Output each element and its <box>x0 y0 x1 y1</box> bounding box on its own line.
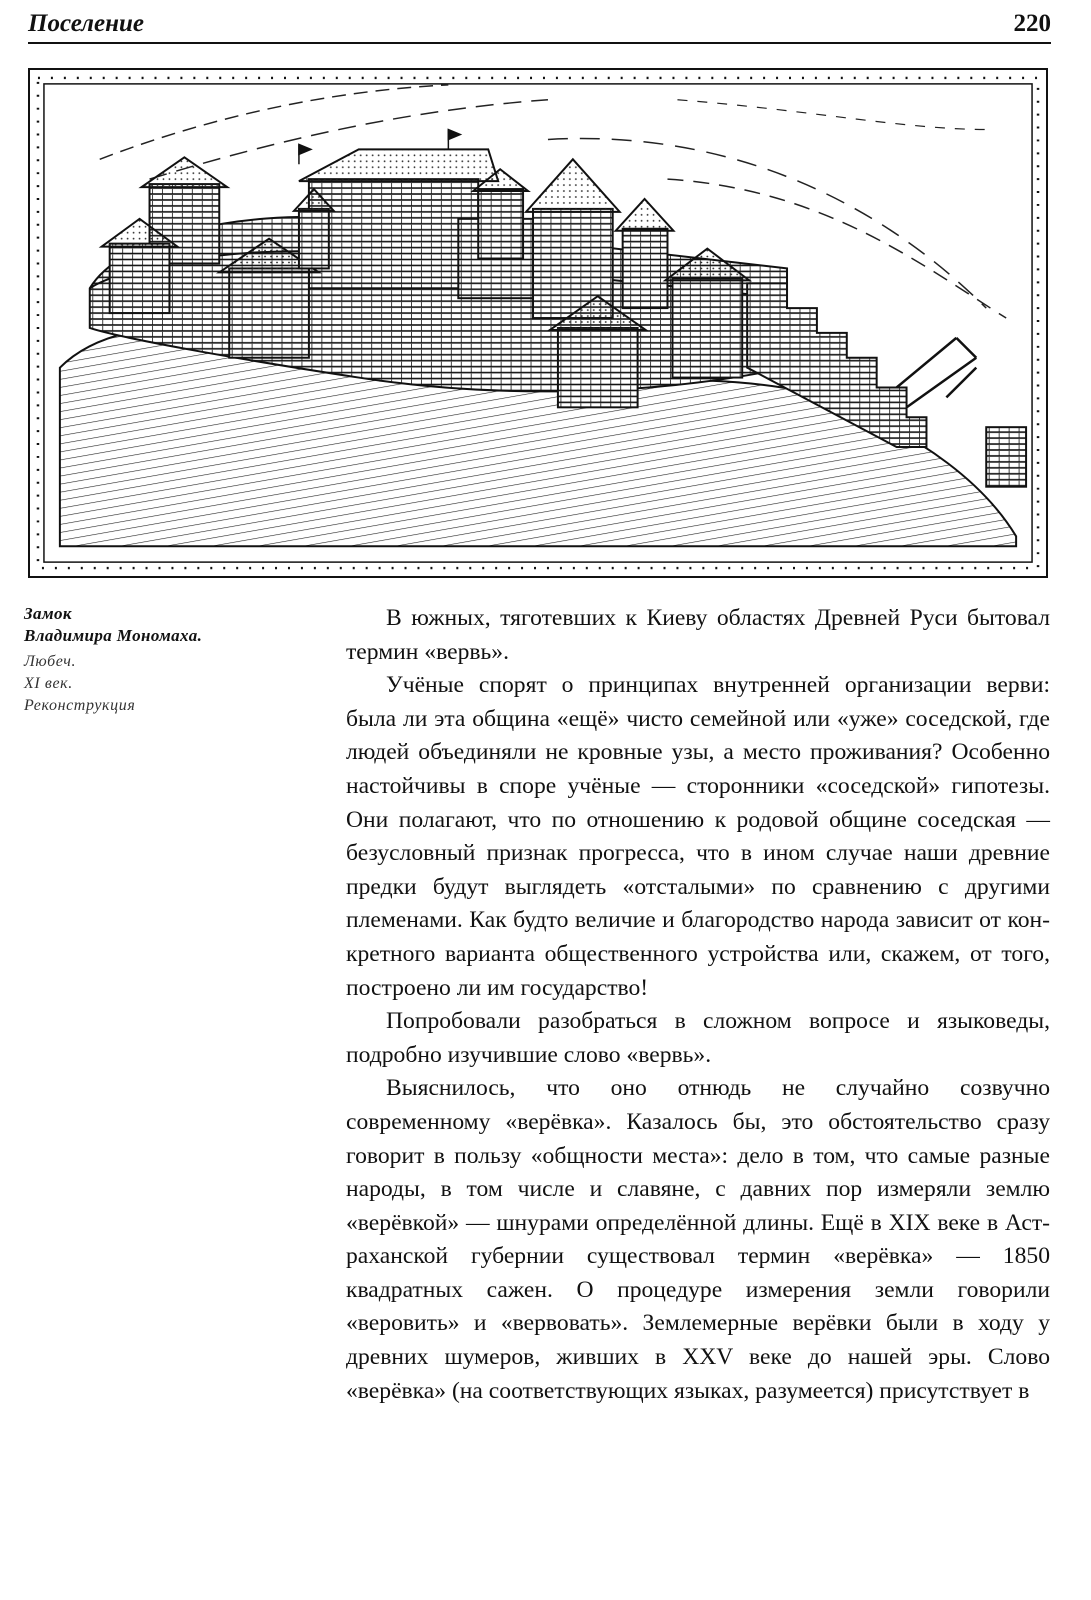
caption-title: Замок Владимира Мономаха. <box>24 604 203 645</box>
paragraph: Выяснилось, что оно отнюдь не случайно созвучно современному «верёвка». Казалось бы, это обстоятельство сразу говорит в пользу «общности места»: дело в том, что самые разные народы, в том числе и славяне, с давних пор измеряли землю «верёвкой» — шнурами определённой длины. Ещё в XIX веке в Астраханской губернии существовал термин «верёвка» — 1850 квадратных сажен. О процедуре измерения земли говорили «веровить» и «вервовать». Землемерные верёвки были в ходу у древних шумеров, живших в XXV веке до нашей эры. Слово «верёвка» (на соответствующих языках, разумеется) присутствует в <box>346 1075 1050 1404</box>
castle-illustration <box>28 68 1048 578</box>
paragraph: Учёные спорят о принципах внутренней организации верви: была ли эта община «ещё» чисто семейной или «уже» соседской, где людей объединяли не кровные узы, а место проживания? Особенно настойчивы в споре учёные — сторонники «соседской» гипотезы. Они полагают, что по отношению к родовой общине соседская — безусловный признак прогресса, что в ином случае наши древние предки будут выглядеть «отсталыми» по сравнению с другими племенами. Как будто величие и благородство народа зависит от конкретного варианта общественного устройства или, скажем, от того, построено ли им государство! <box>346 672 1050 1001</box>
paragraph: Попробовали разобраться в сложном вопросе и языковеды, подробно изучившие слово «вервь». <box>346 1008 1050 1068</box>
page-number: 220 <box>1013 10 1051 37</box>
caption-detail: Любеч. XI век. Реконструкция <box>24 653 136 714</box>
figure-caption <box>24 603 324 717</box>
body-text <box>346 602 1050 1408</box>
castle-drawing <box>30 70 1046 576</box>
section-title: Поселение <box>28 10 144 37</box>
running-header <box>28 8 1051 44</box>
paragraph: В южных, тяготевших к Киеву областях Древней Руси бытовал термин «вервь». <box>346 605 1050 665</box>
